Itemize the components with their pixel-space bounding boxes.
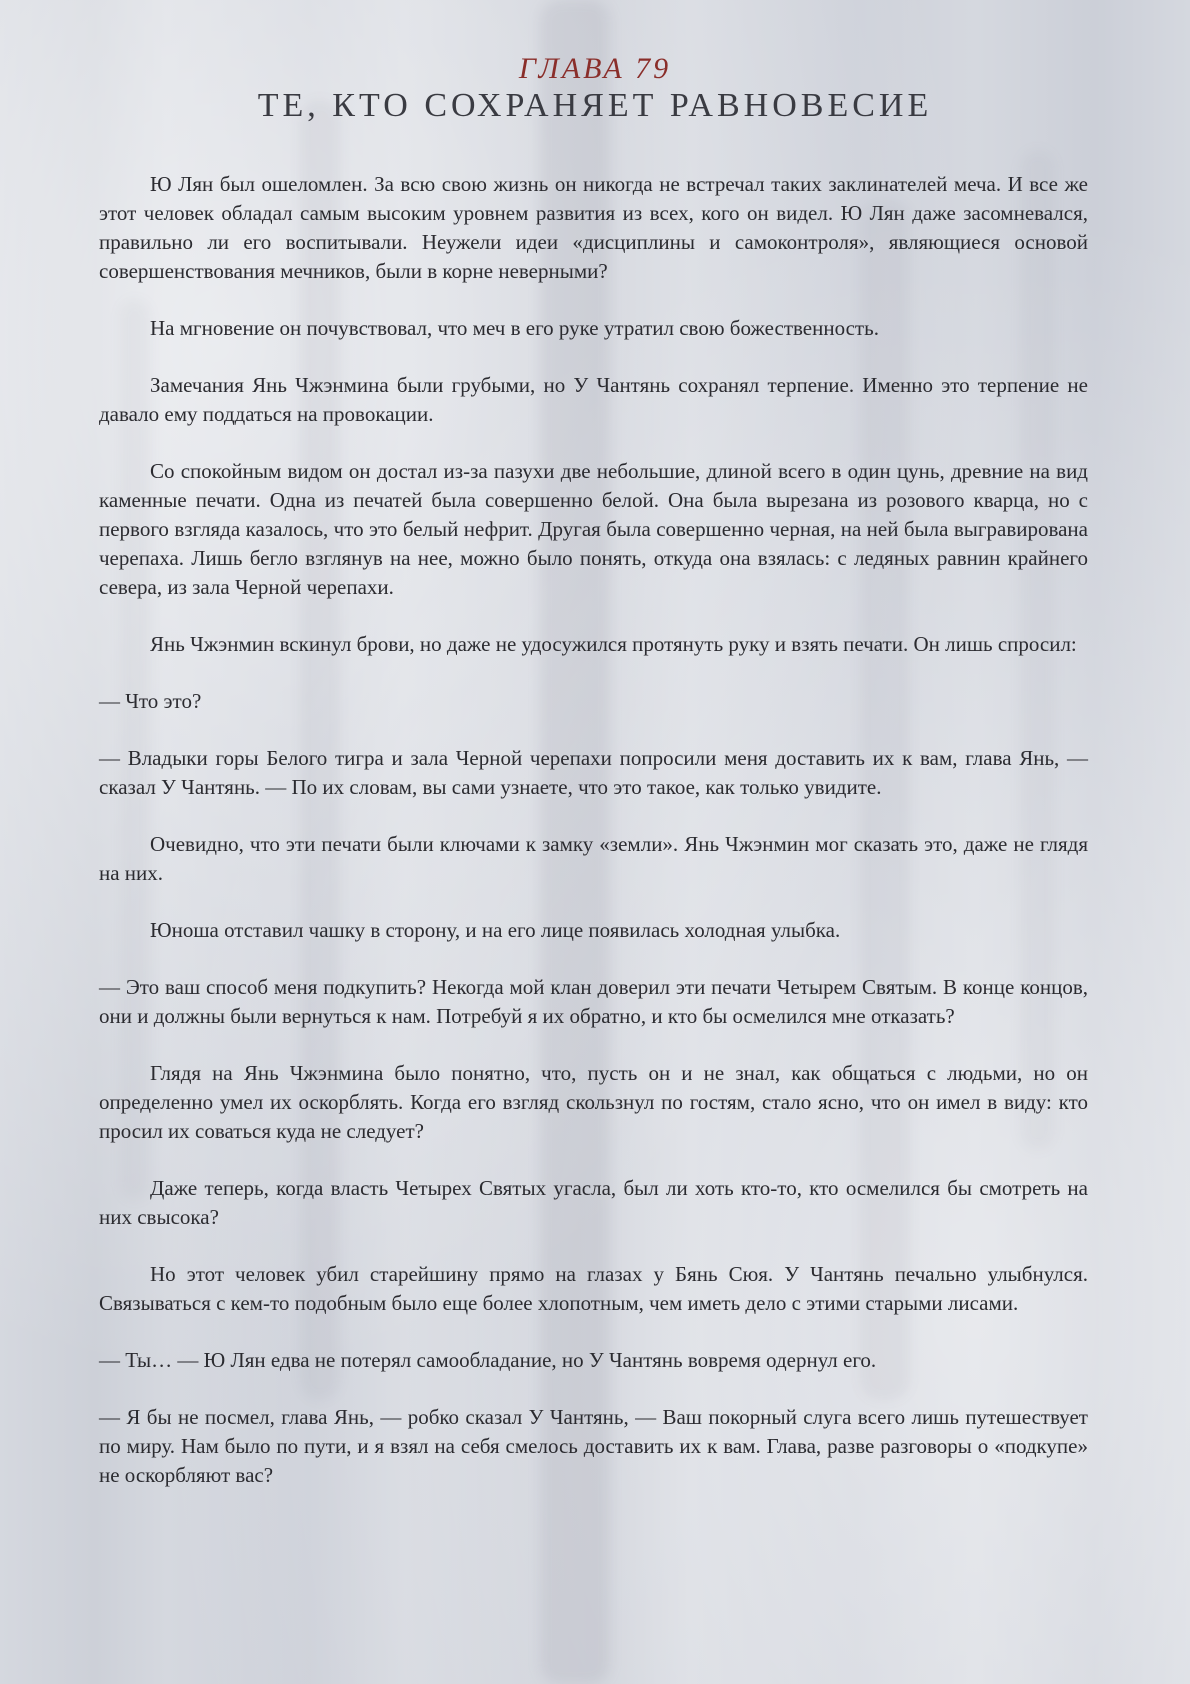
paragraph: Замечания Янь Чжэнмина были грубыми, но У Чантянь сохранял терпение. Именно это терпение не давало ему поддаться на провокации. (99, 373, 1088, 426)
dialogue-line: — Владыки горы Белого тигра и зала Черной черепахи попросили меня доставить их к вам, глава Янь, — сказал У Чантянь. — По их словам, вы сами узнаете, что это такое, как только увидите. (99, 746, 1088, 799)
chapter-title: ТЕ, КТО СОХРАНЯЕТ РАВНОВЕСИЕ (257, 87, 933, 124)
paragraph: Юноша отставил чашку в сторону, и на его лице появилась холодная улыбка. (150, 918, 841, 942)
paragraph: Даже теперь, когда власть Четырех Святых угасла, был ли хоть кто-то, кто осмелился бы смотреть на них свысока? (99, 1176, 1088, 1229)
dialogue-line: — Ты… — Ю Лян едва не потерял самообладание, но У Чантянь вовремя одернул его. (99, 1348, 877, 1372)
chapter-number: ГЛАВА 79 (518, 52, 672, 85)
paragraph: Янь Чжэнмин вскинул брови, но даже не удосужился протянуть руку и взять печати. Он лишь спросил: (150, 632, 1077, 656)
dialogue-line: — Что это? (99, 689, 202, 713)
paragraph: Ю Лян был ошеломлен. За всю свою жизнь он никогда не встречал таких заклинателей меча. И все же этот человек обладал самым высоким уровнем развития из всех, кого он видел. Ю Лян даже засомневался, правильно ли его воспитывали. Неужели идеи «дисциплины и самоконтроля», являющиеся основой совершенствования мечников, были в корне неверными? (99, 172, 1088, 283)
chapter-header (0, 52, 1190, 126)
dialogue-line: — Я бы не посмел, глава Янь, — робко сказал У Чантянь, — Ваш покорный слуга всего лишь путешествует по миру. Нам было по пути, и я взял на себя смелось доставить их к вам. Глава, разве разговоры о «подкупе» не оскорбляют вас? (99, 1405, 1088, 1487)
paragraph: Очевидно, что эти печати были ключами к замку «земли». Янь Чжэнмин мог сказать это, даже не глядя на них. (99, 832, 1088, 885)
paragraph: Со спокойным видом он достал из-за пазухи две небольшие, длиной всего в один цунь, древние на вид каменные печати. Одна из печатей была совершенно белой. Она была вырезана из розового кварца, но с первого взгляда казалось, что это белый нефрит. Другая была совершенно черная, на ней была выгравирована черепаха. Лишь бегло взглянув на нее, можно было понять, откуда она взялась: с ледяных равнин крайнего севера, из зала Черной черепахи. (99, 459, 1088, 599)
chapter-text (99, 170, 1088, 1518)
paragraph: Глядя на Янь Чжэнмина было понятно, что, пусть он и не знал, как общаться с людьми, но он определенно умел их оскорблять. Когда его взгляд скользнул по гостям, стало ясно, что он имел в виду: кто просил их соваться куда не следует? (99, 1061, 1088, 1143)
dialogue-line: — Это ваш способ меня подкупить? Некогда мой клан доверил эти печати Четырем Святым. В конце концов, они и должны были вернуться к нам. Потребуй я их обратно, и кто бы осмелился мне отказать? (99, 975, 1088, 1028)
paragraph: На мгновение он почувствовал, что меч в его руке утратил свою божественность. (150, 316, 879, 340)
paragraph: Но этот человек убил старейшину прямо на глазах у Бянь Сюя. У Чантянь печально улыбнулся. Связываться с кем-то подобным было еще более хлопотным, чем иметь дело с этими старыми лисами. (99, 1262, 1088, 1315)
